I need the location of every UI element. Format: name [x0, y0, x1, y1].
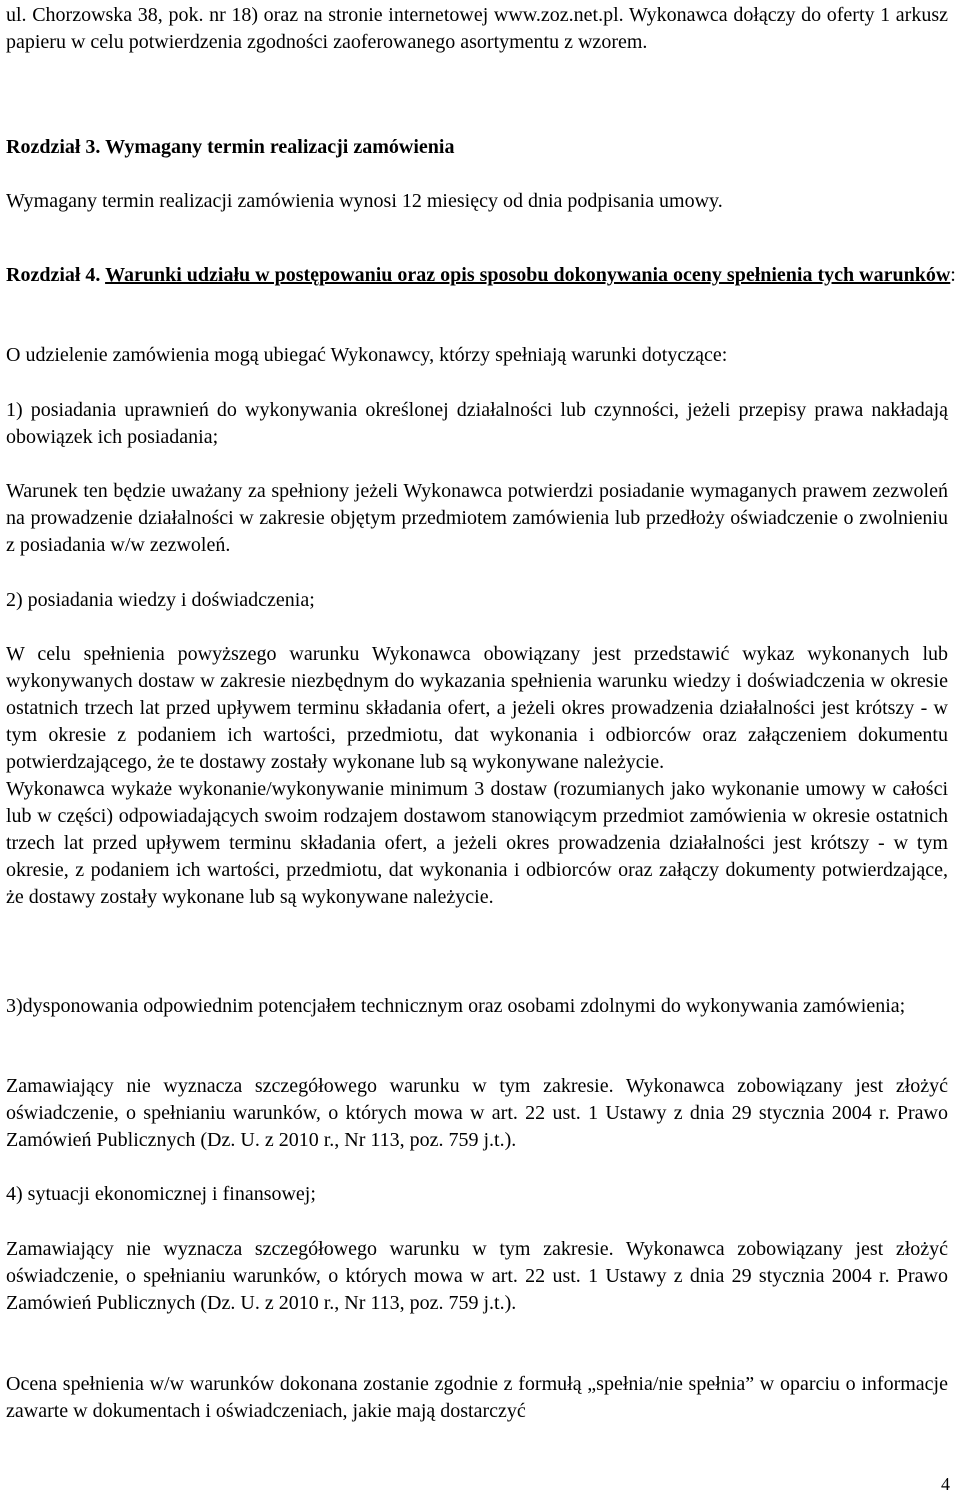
paragraph-condition-2: 2) posiadania wiedzy i doświadczenia;	[6, 589, 315, 611]
chapter-4-label: Rozdział 4.	[6, 264, 101, 286]
paragraph-condition-1: 1) posiadania uprawnień do wykonywania określonej działalności lub czynności, jeżeli przepisy prawa nakładają obowiązek ich posiadania;	[6, 399, 948, 448]
paragraph-condition-2-detail: W celu spełnienia powyższego warunku Wykonawca obowiązany jest przedstawić wykaz wykonanych lub wykonywanych dostaw w zakresie niezbędnym do wykazania spełnienia warunku wiedzy i doświadczenia w okresie ostatnich trzech lat przed upływem terminu składania ofert, a jeżeli okres prowadzenia działalności jest krótszy - w tym okresie z podaniem ich wartości, przedmiotu, dat wykonania i odbiorców oraz załączeniem dokumentu potwierdzającego, że te dostawy zostały wykonane lub są wykonywane należycie.	[6, 643, 948, 773]
paragraph-condition-3: 3)dysponowania odpowiednim potencjałem technicznym oraz osobami zdolnymi do wykonywania zamówienia;	[6, 995, 906, 1017]
page-number: 4	[941, 1474, 950, 1494]
chapter-4-title: Warunki udziału w postępowaniu oraz opis sposobu dokonywania oceny spełnienia tych warunków	[105, 264, 951, 286]
paragraph-condition-3-detail: Zamawiający nie wyznacza szczegółowego warunku w tym zakresie. Wykonawca zobowiązany jest złożyć oświadczenie, o spełnianiu warunków, o których mowa w art. 22 ust. 1 Ustawy z dnia 29 stycznia 2004 r. Prawo Zamówień Publicznych (Dz. U. z 2010 r., Nr 113, poz. 759 j.t.).	[6, 1075, 948, 1151]
chapter-3-label: Rozdział 3.	[6, 136, 101, 158]
paragraph-condition-4: 4) sytuacji ekonomicznej i finansowej;	[6, 1183, 316, 1205]
chapter-4-colon: :	[950, 264, 956, 286]
paragraph-assessment: Ocena spełnienia w/w warunków dokonana zostanie zgodnie z formułą „spełnia/nie spełnia” w oparciu o informacje zawarte w dokumentach i oświadczeniach, jakie mają dostarczyć	[6, 1373, 948, 1422]
paragraph-condition-4-detail: Zamawiający nie wyznacza szczegółowego warunku w tym zakresie. Wykonawca zobowiązany jest złożyć oświadczenie, o spełnianiu warunków, o których mowa w art. 22 ust. 1 Ustawy z dnia 29 stycznia 2004 r. Prawo Zamówień Publicznych (Dz. U. z 2010 r., Nr 113, poz. 759 j.t.).	[6, 1238, 948, 1314]
paragraph-eligibility: O udzielenie zamówienia mogą ubiegać Wykonawcy, którzy spełniają warunki dotyczące:	[6, 344, 728, 366]
paragraph-condition-1-detail: Warunek ten będzie uważany za spełniony jeżeli Wykonawca potwierdzi posiadanie wymaganych prawem zezwoleń na prowadzenie działalności w zakresie objętym przedmiotem zamówienia lub przedłoży oświadczenie o zwolnieniu z posiadania w/w zezwoleń.	[6, 480, 948, 556]
paragraph-intro: ul. Chorzowska 38, pok. nr 18) oraz na stronie internetowej www.zoz.net.pl. Wykonawca dołączy do oferty 1 arkusz papieru w celu potwierdzenia zgodności zaoferowanego asortymentu z wzorem.	[6, 4, 948, 53]
chapter-3-title: Wymagany termin realizacji zamówienia	[105, 136, 455, 158]
paragraph-condition-2-minimum: Wykonawca wykaże wykonanie/wykonywanie minimum 3 dostaw (rozumianych jako wykonanie umowy w całości lub w części) odpowiadających swoim rodzajem dostawom stanowiącym przedmiot zamówienia w okresie ostatnich trzech lat przed upływem terminu składania ofert, a jeżeli okres prowadzenia działalności jest krótszy - w tym okresie, z podaniem ich wartości, przedmiotu, dat wykonania i odbiorców oraz załączy dokumenty potwierdzające, że dostawy zostały wykonane lub są wykonywane należycie.	[6, 778, 948, 908]
chapter-4-heading	[6, 262, 956, 289]
chapter-3-heading	[6, 134, 958, 161]
paragraph-deadline: Wymagany termin realizacji zamówienia wynosi 12 miesięcy od dnia podpisania umowy.	[6, 190, 723, 212]
